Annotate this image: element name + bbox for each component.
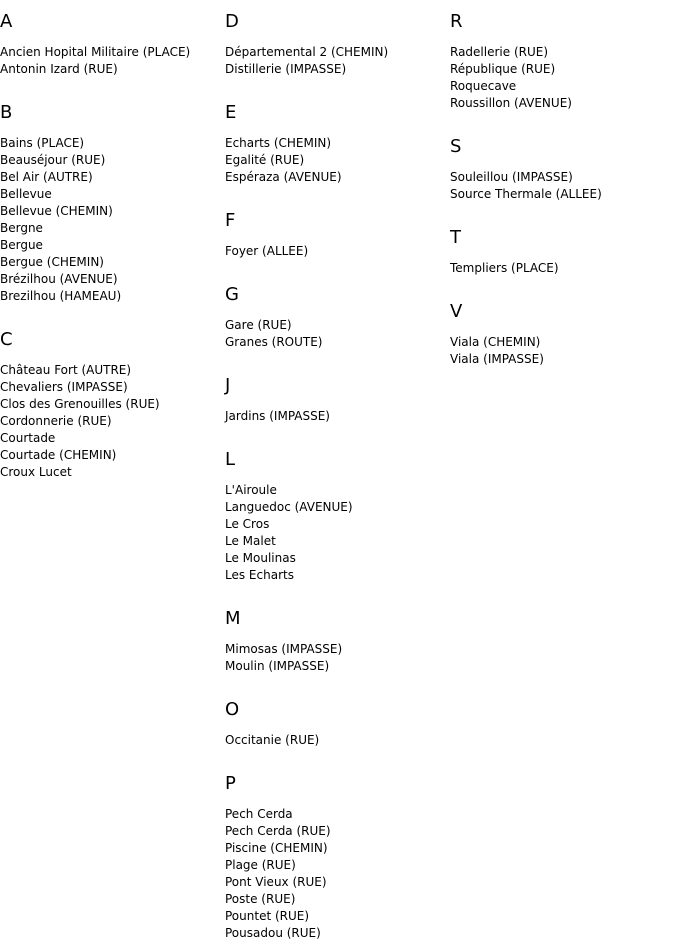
street-item[interactable]: Les Echarts [225, 568, 294, 582]
street-item[interactable]: Occitanie (RUE) [225, 733, 320, 747]
street-item[interactable]: Granes (ROUTE) [225, 335, 323, 349]
street-item[interactable]: Radellerie (RUE) [450, 45, 549, 59]
street-item[interactable]: Clos des Grenouilles (RUE) [0, 397, 160, 411]
section-d [225, 10, 450, 78]
section-letter: A [0, 11, 13, 32]
section-t [450, 226, 675, 277]
section-b [0, 101, 225, 305]
street-item[interactable]: Plage (RUE) [225, 858, 296, 872]
street-list [450, 260, 675, 277]
section-o [225, 698, 450, 749]
street-item[interactable]: Languedoc (AVENUE) [225, 500, 353, 514]
street-item[interactable]: Ancien Hopital Militaire (PLACE) [0, 45, 191, 59]
street-item[interactable]: Roquecave [450, 79, 517, 93]
street-item[interactable]: Départemental 2 (CHEMIN) [225, 45, 389, 59]
street-item[interactable]: Distillerie (IMPASSE) [225, 62, 347, 76]
street-item[interactable]: Source Thermale (ALLEE) [450, 187, 602, 201]
street-item[interactable]: Le Malet [225, 534, 276, 548]
street-item[interactable]: Foyer (ALLEE) [225, 244, 309, 258]
column-3 [450, 10, 675, 368]
street-item[interactable]: Chevaliers (IMPASSE) [0, 380, 128, 394]
street-item[interactable]: Pont Vieux (RUE) [225, 875, 327, 889]
street-item[interactable]: Gare (RUE) [225, 318, 292, 332]
street-item[interactable]: Poste (RUE) [225, 892, 296, 906]
section-c [0, 328, 225, 481]
street-item[interactable]: Moulin (IMPASSE) [225, 659, 330, 673]
section-letter: M [225, 608, 241, 629]
section-letter: C [0, 329, 13, 350]
street-item[interactable]: Bains (PLACE) [0, 136, 85, 150]
section-letter: J [225, 375, 231, 396]
street-list [225, 806, 450, 942]
section-f [225, 209, 450, 260]
street-list [225, 317, 450, 351]
street-item[interactable]: Roussillon (AVENUE) [450, 96, 572, 110]
section-a [0, 10, 225, 78]
street-item[interactable]: Château Fort (AUTRE) [0, 363, 132, 377]
section-e [225, 101, 450, 186]
street-item[interactable]: Pech Cerda (RUE) [225, 824, 331, 838]
street-item[interactable]: Bellevue [0, 187, 52, 201]
street-item[interactable]: Cordonnerie (RUE) [0, 414, 112, 428]
street-item[interactable]: Pousadou (RUE) [225, 926, 321, 940]
section-letter: D [225, 11, 239, 32]
street-list [225, 135, 450, 186]
street-list [225, 482, 450, 584]
street-item[interactable]: Courtade (CHEMIN) [0, 448, 117, 462]
section-v [450, 300, 675, 368]
section-letter: P [225, 773, 236, 794]
street-item[interactable]: Bellevue (CHEMIN) [0, 204, 113, 218]
section-letter: O [225, 699, 240, 720]
street-list [0, 44, 225, 78]
section-letter: L [225, 449, 236, 470]
street-list [0, 135, 225, 305]
section-p [225, 772, 450, 942]
street-item[interactable]: Brézilhou (AVENUE) [0, 272, 118, 286]
street-item[interactable]: Pech Cerda [225, 807, 293, 821]
street-item[interactable]: Bel Air (AUTRE) [0, 170, 93, 184]
street-item[interactable]: Jardins (IMPASSE) [225, 409, 330, 423]
section-letter: T [450, 227, 461, 248]
street-item[interactable]: Viala (CHEMIN) [450, 335, 541, 349]
street-item[interactable]: République (RUE) [450, 62, 556, 76]
section-letter: E [225, 102, 237, 123]
street-item[interactable]: Viala (IMPASSE) [450, 352, 544, 366]
section-letter: B [0, 102, 13, 123]
street-item[interactable]: Bergue (CHEMIN) [0, 255, 104, 269]
street-list [450, 169, 675, 203]
section-letter: R [450, 11, 463, 32]
street-item[interactable]: Templiers (PLACE) [450, 261, 559, 275]
street-item[interactable]: Pountet (RUE) [225, 909, 310, 923]
section-letter: F [225, 210, 236, 231]
section-s [450, 135, 675, 203]
street-list [225, 243, 450, 260]
column-1 [0, 10, 225, 481]
column-2 [225, 10, 450, 942]
street-item[interactable]: Egalité (RUE) [225, 153, 305, 167]
street-item[interactable]: Le Cros [225, 517, 270, 531]
section-j [225, 374, 450, 425]
street-list [225, 44, 450, 78]
section-letter: V [450, 301, 463, 322]
section-r [450, 10, 675, 112]
section-letter: G [225, 284, 239, 305]
street-list [225, 408, 450, 425]
section-letter: S [450, 136, 462, 157]
street-item[interactable]: Mimosas (IMPASSE) [225, 642, 343, 656]
street-list [225, 641, 450, 675]
street-list [0, 362, 225, 481]
street-item[interactable]: Bergue [0, 238, 43, 252]
street-item[interactable]: L'Airoule [225, 483, 277, 497]
section-g [225, 283, 450, 351]
street-item[interactable]: Croux Lucet [0, 465, 72, 479]
street-list [450, 44, 675, 112]
street-item[interactable]: Echarts (CHEMIN) [225, 136, 332, 150]
street-item[interactable]: Le Moulinas [225, 551, 296, 565]
street-item[interactable]: Courtade [0, 431, 56, 445]
section-l [225, 448, 450, 584]
street-list [225, 732, 450, 749]
street-item[interactable]: Antonin Izard (RUE) [0, 62, 118, 76]
street-item[interactable]: Espéraza (AVENUE) [225, 170, 342, 184]
section-m [225, 607, 450, 675]
street-item[interactable]: Souleillou (IMPASSE) [450, 170, 573, 184]
street-list [450, 334, 675, 368]
street-item[interactable]: Bergne [0, 221, 43, 235]
street-item[interactable]: Piscine (CHEMIN) [225, 841, 328, 855]
street-item[interactable]: Beauséjour (RUE) [0, 153, 106, 167]
street-item[interactable]: Brezilhou (HAMEAU) [0, 289, 122, 303]
